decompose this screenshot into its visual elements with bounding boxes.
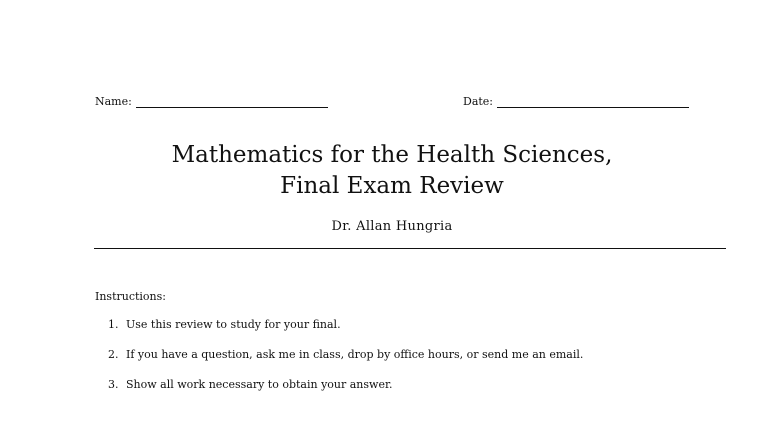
instructions-heading: Instructions: bbox=[95, 290, 166, 303]
date-label: Date: bbox=[463, 95, 494, 108]
list-item-text: Use this review to study for your final. bbox=[126, 318, 341, 331]
list-item-number: 3. bbox=[108, 378, 119, 391]
horizontal-divider bbox=[94, 248, 726, 249]
document-title-line-2: Final Exam Review bbox=[280, 173, 504, 199]
date-blank-line bbox=[497, 97, 689, 108]
list-item bbox=[108, 378, 583, 408]
list-item-text: Show all work necessary to obtain your answer. bbox=[126, 378, 393, 391]
name-blank-line bbox=[136, 97, 328, 108]
list-item-number: 1. bbox=[108, 318, 119, 331]
name-label: Name: bbox=[95, 95, 132, 108]
document-title-line-1: Mathematics for the Health Sciences, bbox=[171, 142, 613, 168]
date-field bbox=[463, 96, 689, 108]
name-field bbox=[95, 96, 328, 108]
instructions-list bbox=[108, 318, 583, 408]
author-name: Dr. Allan Hungria bbox=[331, 219, 453, 234]
list-item-text: If you have a question, ask me in class, drop by office hours, or send me an email. bbox=[126, 348, 584, 361]
list-item bbox=[108, 318, 583, 348]
list-item-number: 2. bbox=[108, 348, 119, 361]
list-item bbox=[108, 348, 583, 378]
